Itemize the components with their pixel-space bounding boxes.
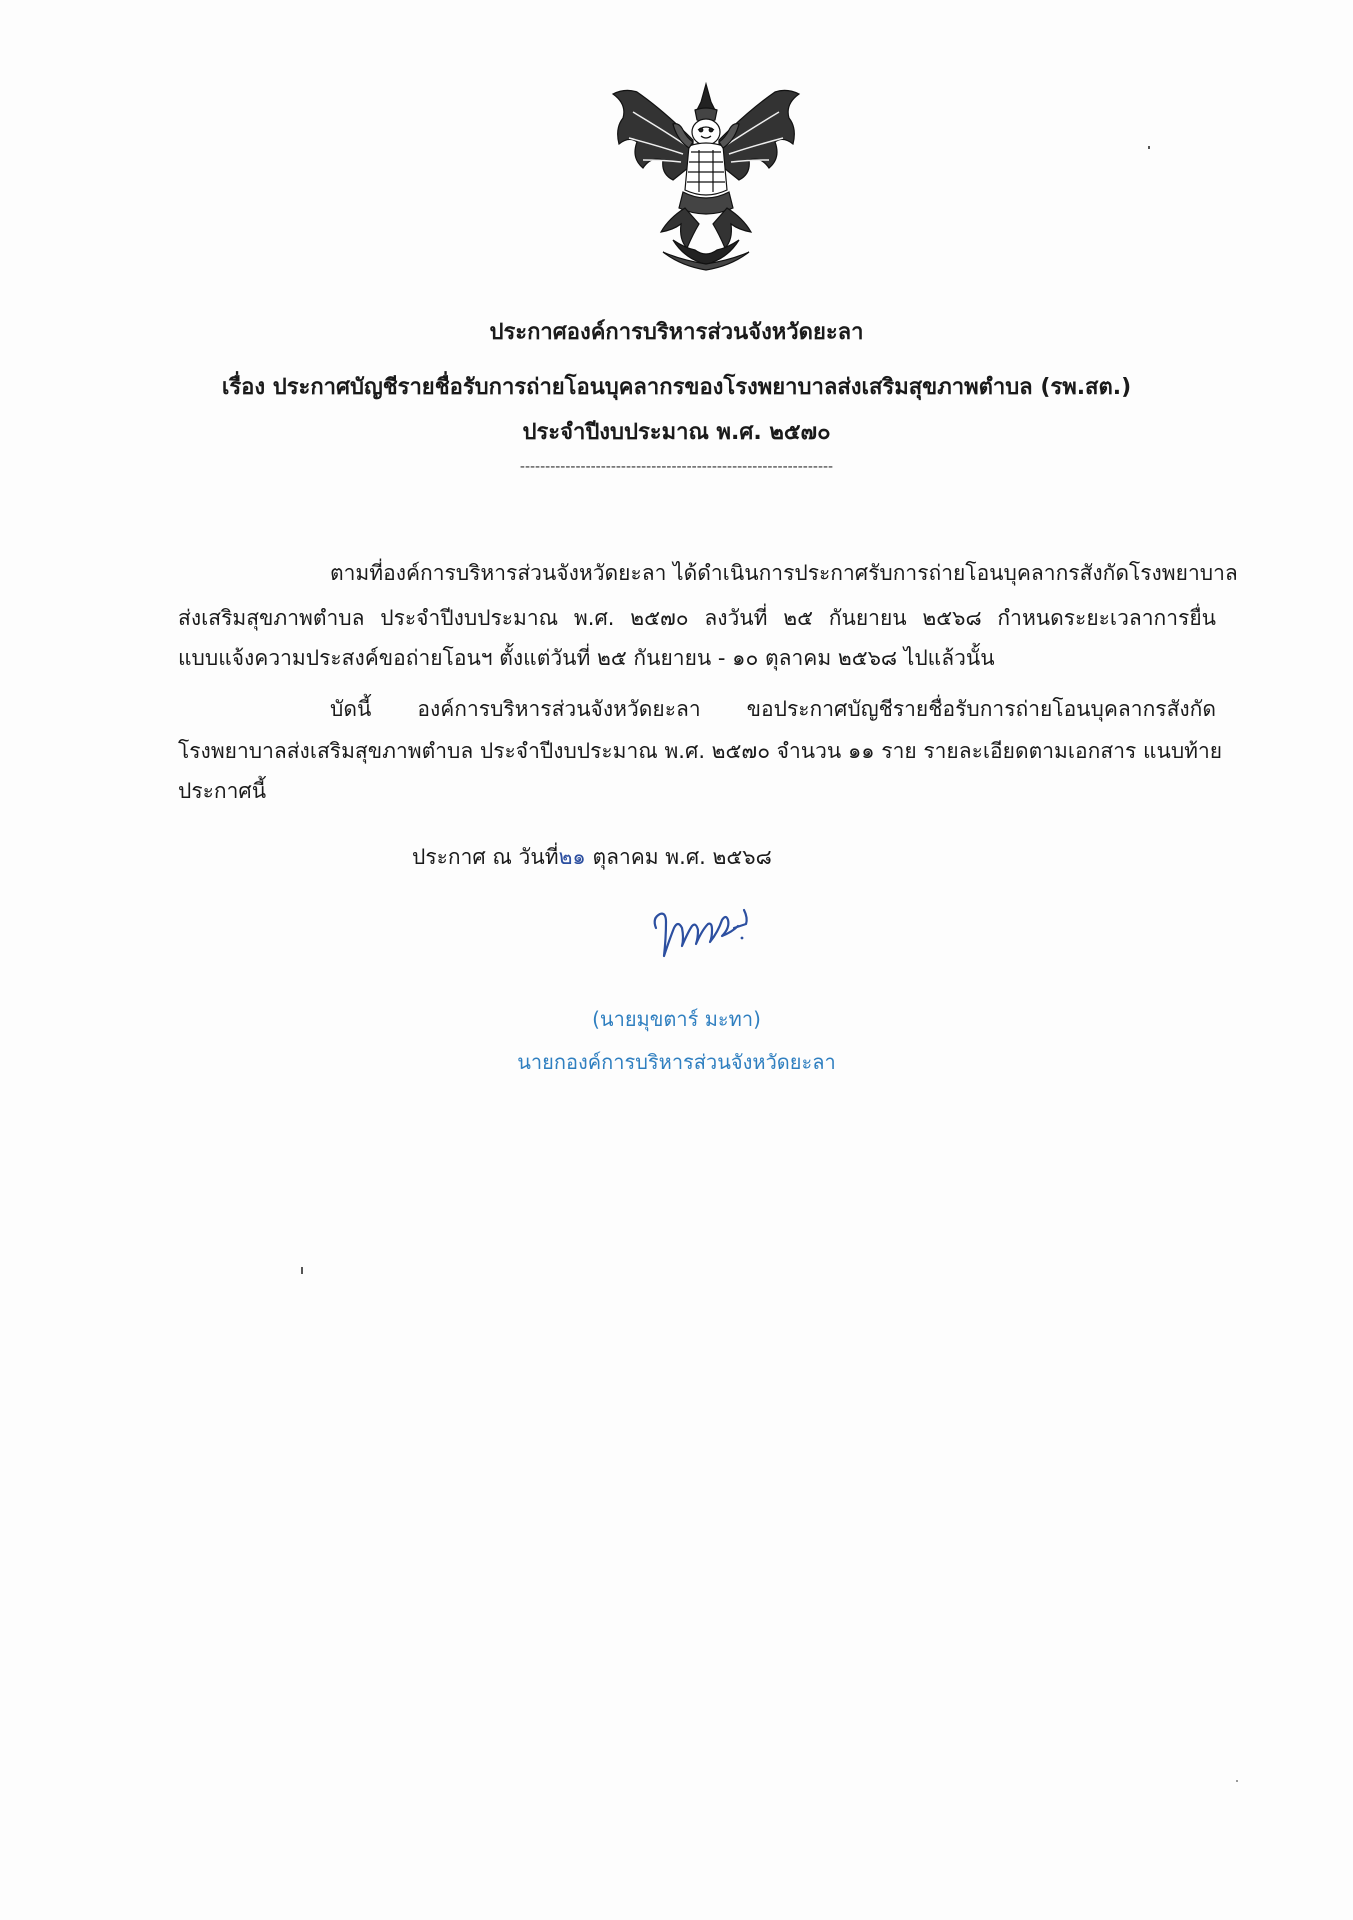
- paragraph-2-line-1: บัดนี้ องค์การบริหารส่วนจังหวัดยะลา ขอประกาศบัญชีรายชื่อรับการถ่ายโอนบุคลากรสังกัด: [330, 697, 1216, 721]
- scan-speck: [1236, 1780, 1238, 1782]
- paragraph-1-line-3: แบบแจ้งความประสงค์ขอถ่ายโอนฯ ตั้งแต่วันที่ ๒๕ กันยายน - ๑๐ ตุลาคม ๒๕๖๘ ไปแล้วนั้น: [178, 646, 995, 670]
- signer-name: (นายมุขตาร์ มะทา): [592, 1007, 761, 1031]
- paragraph-1-line-2: ส่งเสริมสุขภาพตำบล ประจำปีงบประมาณ พ.ศ. ๒๕๗๐ ลงวันที่ ๒๕ กันยายน ๒๕๖๘ กำหนดระยะเวลาการยื่น: [178, 606, 1216, 630]
- scan-speck: [1148, 146, 1150, 149]
- announcement-date-prefix: ประกาศ ณ วันที่: [412, 845, 559, 869]
- paragraph-2-line-3: ประกาศนี้: [178, 779, 267, 803]
- header-divider: --------------------------------------------------------------: [519, 459, 834, 475]
- announcement-date-day: ๒๑: [558, 845, 586, 869]
- paragraph-2-line-2: โรงพยาบาลส่งเสริมสุขภาพตำบล ประจำปีงบประมาณ พ.ศ. ๒๕๗๐ จำนวน ๑๑ ราย รายละเอียดตามเอกสาร แนบท้าย: [178, 739, 1223, 763]
- announcement-date: [412, 842, 772, 872]
- announcement-fiscal-year: ประจำปีงบประมาณ พ.ศ. ๒๕๗๐: [522, 420, 831, 445]
- scan-speck: [301, 1267, 303, 1274]
- announcement-subject: เรื่อง ประกาศบัญชีรายชื่อรับการถ่ายโอนบุคลากรของโรงพยาบาลส่งเสริมสุขภาพตำบล (รพ.สต.): [221, 375, 1132, 400]
- signer-position: นายกองค์การบริหารส่วนจังหวัดยะลา: [517, 1050, 836, 1074]
- handwritten-signature-icon: [648, 898, 754, 972]
- garuda-emblem-icon: [603, 80, 809, 275]
- paragraph-1-line-1: ตามที่องค์การบริหารส่วนจังหวัดยะลา ได้ดำเนินการประกาศรับการถ่ายโอนบุคลากรสังกัดโรงพยาบาล: [330, 561, 1238, 585]
- announcement-date-suffix: ตุลาคม พ.ศ. ๒๕๖๘: [592, 845, 772, 869]
- announcement-org-title: ประกาศองค์การบริหารส่วนจังหวัดยะลา: [489, 320, 864, 345]
